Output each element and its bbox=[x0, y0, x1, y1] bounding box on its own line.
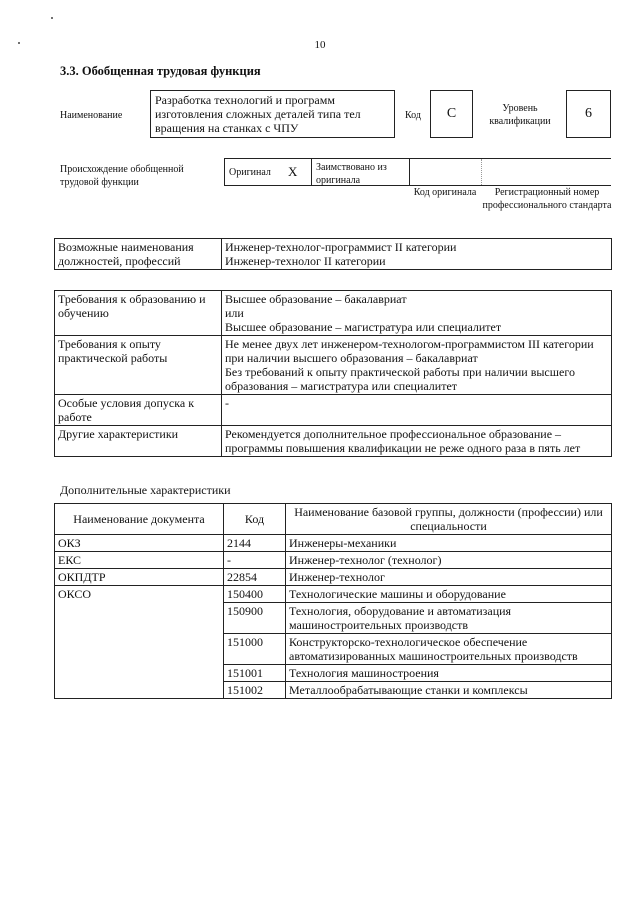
requirement-value: - bbox=[222, 395, 612, 426]
page-number: 10 bbox=[314, 39, 326, 51]
original-mark: X bbox=[288, 164, 298, 179]
origin-cells bbox=[311, 158, 611, 186]
scan-speck bbox=[51, 17, 53, 19]
requirement-value bbox=[222, 291, 612, 336]
cell-name: Инженер-технолог (технолог) bbox=[286, 552, 612, 569]
cell-doc: ОКПДТР bbox=[55, 569, 224, 586]
cell-name: Технология машиностроения bbox=[286, 665, 612, 682]
requirement-line: Высшее образование – магистратура или специалитет bbox=[225, 320, 502, 334]
section-title: 3.3. Обобщенная трудовая функция bbox=[60, 64, 261, 78]
positions-label: Возможные наименования должностей, профессий bbox=[55, 239, 222, 270]
requirements-table bbox=[54, 290, 612, 457]
original-box bbox=[224, 158, 312, 186]
borrowed-label: Заимствовано из оригинала bbox=[316, 162, 387, 186]
reg-number-label: Регистрационный номер профессионального стандарта bbox=[482, 187, 612, 211]
level-value: 6 bbox=[566, 90, 611, 138]
name-label: Наименование bbox=[60, 110, 123, 121]
requirement-line: Без требований к опыту практической работы при наличии высшего образования – магистратура или специалитет bbox=[225, 365, 575, 393]
positions-table bbox=[54, 238, 612, 270]
cell-code: 150400 bbox=[224, 586, 286, 603]
cell-doc: ОКЗ bbox=[55, 535, 224, 552]
table-row bbox=[55, 552, 612, 569]
position-item: Инженер-технолог II категории bbox=[225, 254, 386, 268]
cell-name: Технология, оборудование и автоматизация машиностроительных производств bbox=[286, 603, 612, 634]
cell-name: Инженеры-механики bbox=[286, 535, 612, 552]
requirement-value: Рекомендуется дополнительное профессиональное образование – программы повышения квалификации не реже одного раза в пять лет bbox=[222, 426, 612, 457]
requirement-line: или bbox=[225, 306, 244, 320]
table-header-row bbox=[55, 504, 612, 535]
requirement-line: Высшее образование – бакалавриат bbox=[225, 292, 407, 306]
original-code-label: Код оригинала bbox=[413, 187, 477, 198]
level-label: Уровень квалификации bbox=[489, 103, 551, 127]
origin-label: Происхождение обобщенной трудовой функции bbox=[60, 164, 184, 188]
additional-title: Дополнительные характеристики bbox=[60, 483, 231, 497]
original-label: Оригинал bbox=[229, 167, 271, 178]
cell-divider bbox=[481, 159, 482, 185]
requirement-label: Другие характеристики bbox=[55, 426, 222, 457]
cell-doc: ОКСО bbox=[55, 586, 224, 699]
code-value: С bbox=[430, 90, 473, 138]
cell-code: 151000 bbox=[224, 634, 286, 665]
cell-code: 2144 bbox=[224, 535, 286, 552]
cell-name: Металлообрабатывающие станки и комплексы bbox=[286, 682, 612, 699]
cell-name: Технологические машины и оборудование bbox=[286, 586, 612, 603]
table-row bbox=[55, 239, 612, 270]
requirement-label: Особые условия допуска к работе bbox=[55, 395, 222, 426]
cell-divider bbox=[409, 159, 410, 185]
requirement-line: Не менее двух лет инженером-технологом-программистом III категории при наличии высшего образования – бакалавриат bbox=[225, 337, 594, 365]
cell-code: 22854 bbox=[224, 569, 286, 586]
table-row bbox=[55, 336, 612, 395]
positions-value bbox=[222, 239, 612, 270]
additional-table bbox=[54, 503, 612, 699]
table-row bbox=[55, 586, 612, 603]
table-row bbox=[55, 569, 612, 586]
cell-name: Инженер-технолог bbox=[286, 569, 612, 586]
table-row bbox=[55, 426, 612, 457]
header-name: Наименование базовой группы, должности (профессии) или специальности bbox=[286, 504, 612, 535]
position-item: Инженер-технолог-программист II категории bbox=[225, 240, 457, 254]
cell-code: - bbox=[224, 552, 286, 569]
cell-name: Конструкторско-технологическое обеспечение автоматизированных машиностроительных производств bbox=[286, 634, 612, 665]
cell-doc: ЕКС bbox=[55, 552, 224, 569]
table-row bbox=[55, 535, 612, 552]
requirement-label: Требования к опыту практической работы bbox=[55, 336, 222, 395]
cell-code: 150900 bbox=[224, 603, 286, 634]
table-row bbox=[55, 395, 612, 426]
cell-code: 151001 bbox=[224, 665, 286, 682]
header-code: Код bbox=[224, 504, 286, 535]
requirement-label: Требования к образованию и обучению bbox=[55, 291, 222, 336]
requirement-value bbox=[222, 336, 612, 395]
header-doc: Наименование документа bbox=[55, 504, 224, 535]
name-value: Разработка технологий и программ изготовления сложных деталей типа тел вращения на станках с ЧПУ bbox=[150, 90, 395, 138]
code-label: Код bbox=[405, 110, 421, 121]
table-row bbox=[55, 291, 612, 336]
cell-code: 151002 bbox=[224, 682, 286, 699]
